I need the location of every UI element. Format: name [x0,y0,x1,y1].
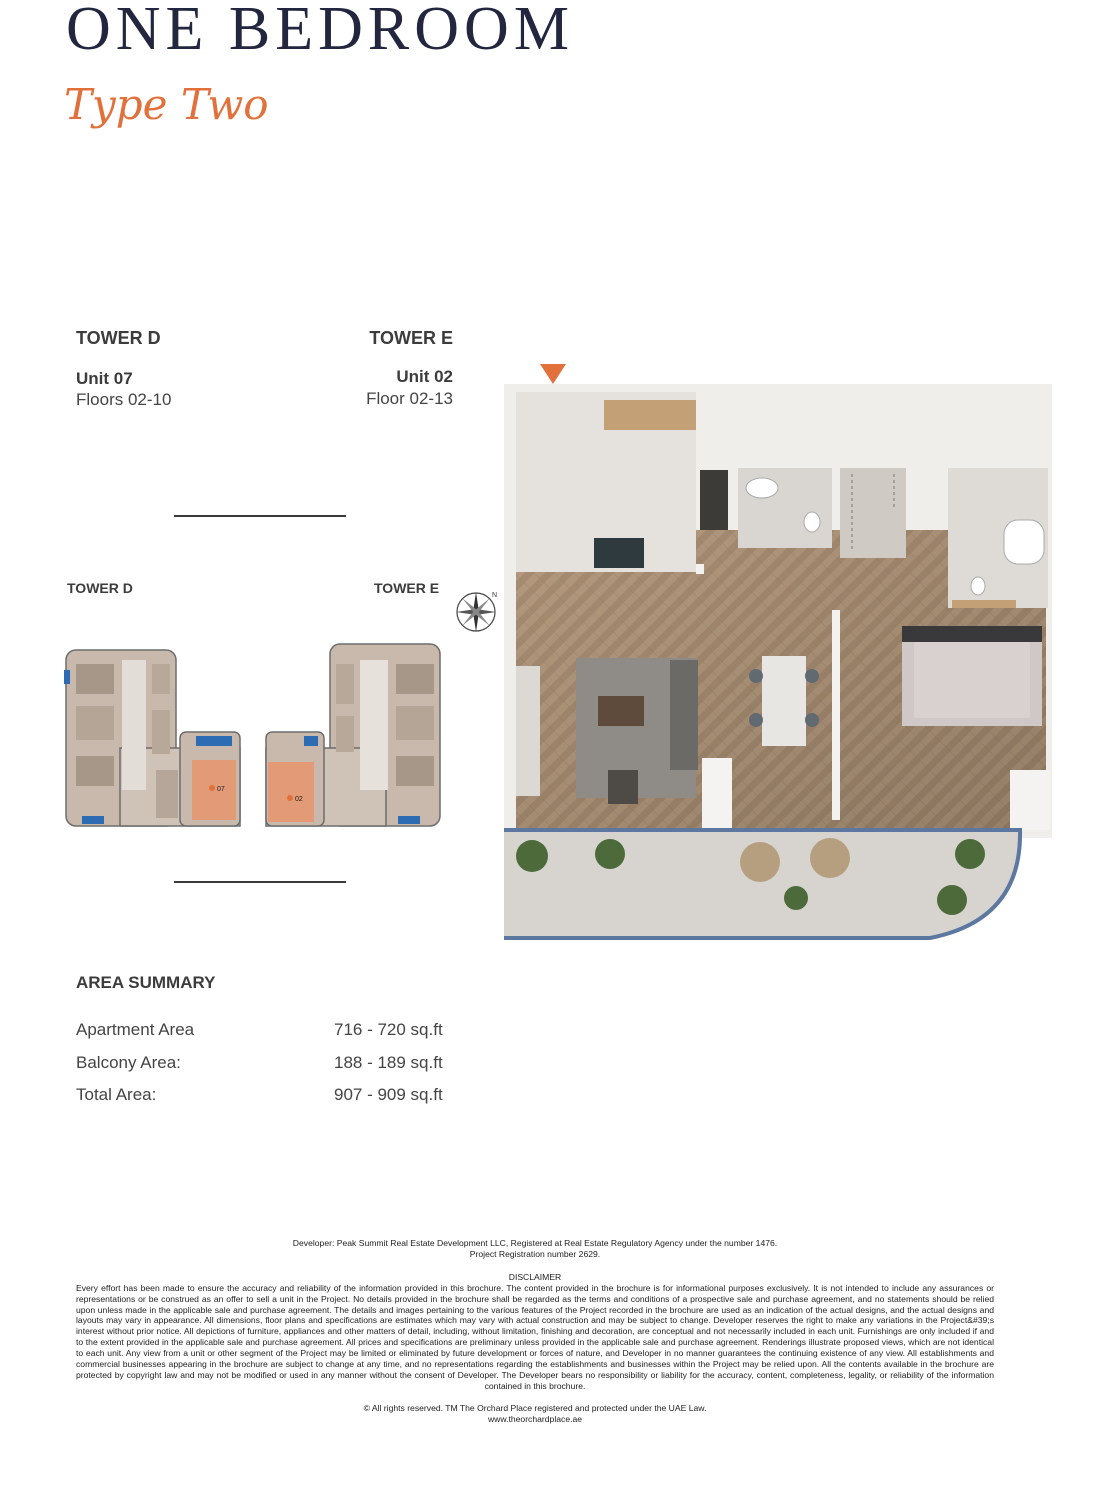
disclaimer-title: DISCLAIMER [508,1271,562,1282]
tower-e-unit: Unit 02 [396,367,453,386]
compass-icon [452,588,502,638]
area-row-label: Apartment Area [76,1020,195,1039]
tower-e-heading: TOWER E [369,328,453,348]
compass-north-label: N [492,592,498,599]
area-row-label: Total Area: [76,1085,157,1104]
area-row-label: Balcony Area: [76,1053,181,1072]
tower-e-floors: Floor 02-13 [366,389,453,408]
entrance-marker-icon [540,364,566,384]
tower-d-key-plan [64,646,240,826]
tower-d-unit-marker: 07 [217,786,225,793]
tower-d-heading: TOWER D [76,328,161,348]
developer-line: Developer: Peak Summit Real Estate Development LLC, Registered at Real Estate Regulatory Agency under the number 1476. [292,1238,778,1248]
registration-line: Project Registration number 2629. [469,1248,601,1259]
area-row-value: 716 - 720 sq.ft [334,1020,443,1039]
area-row-value: 188 - 189 sq.ft [334,1053,443,1072]
floor-plan [500,360,1060,945]
tower-e-unit-marker: 02 [295,796,303,803]
keyplan-tower-d-label: TOWER D [67,580,133,596]
rights-line: © All rights reserved. TM The Orchard Place registered and protected under the UAE Law. [363,1402,707,1413]
keyplan-tower-e-label: TOWER E [374,580,440,596]
tower-d-unit: Unit 07 [76,369,133,388]
tower-e-key-plan [266,644,440,826]
area-row-value: 907 - 909 sq.ft [334,1085,443,1104]
website-link[interactable]: www.theorchardplace.ae [487,1413,583,1424]
disclaimer-text: Every effort has been made to ensure the accuracy and reliability of the information provided in this brochure. The content provided in the brochure is for informational purposes exclusively. It is not intended to include any assurances or representations or be construed as an offer to sell a unit in the Project. No details provided in the brochure shall be regarded as the terms and conditions of a prospective sale and purchase agreement, and no statements should be relied upon unless made in the applicable sale and purchase agreement. The details and images pertaining to the various features of the Project recorded in the brochure are used as an indication of the actual designs, and the actual designs and layouts may vary in appearance. All dimensions, floor plans and specifications are estimates which may vary with actual construction and may be subject to change. Developer reserves the right to make any variations in the Project&#39;s interest without prior notice. All depictions of furniture, appliances and other matters of detail, including, without limitation, finishing and decoration, are conceptual and not necessarily included in each unit. Furnishings are only included if and to the extent provided in the applicable sale and purchase agreement. All prices and specifications are preliminary unless provided in the applicable sale and purchase agreement. Renderings illustrate proposed views, which are not identical to each unit. Any view from a unit or other segment of the Project may be limited or eliminated by future development or forces of nature, and Developer in no manner guarantees the continuing existence of any view. All establishments and commercial businesses appearing in the brochure are subject to change at any time, and no representations regarding the establishments and businesses within the Project may be relied upon. All the contents available in the brochure are protected by copyright law and may not be modified or used in any manner without the consent of Developer. The Developer bears no responsibility or liability for the accuracy, content, completeness, legality, or reliability of the information contained in this brochure. [76,1282,994,1391]
area-summary-title: AREA SUMMARY [76,973,216,992]
key-plan [60,640,450,835]
footer [76,1238,994,1425]
divider-top [174,515,346,517]
page-subtitle: Type Two [64,80,269,129]
page-title: ONE BEDROOM [66,0,574,63]
tower-d-floors: Floors 02-10 [76,390,172,409]
divider-bottom [174,881,346,883]
